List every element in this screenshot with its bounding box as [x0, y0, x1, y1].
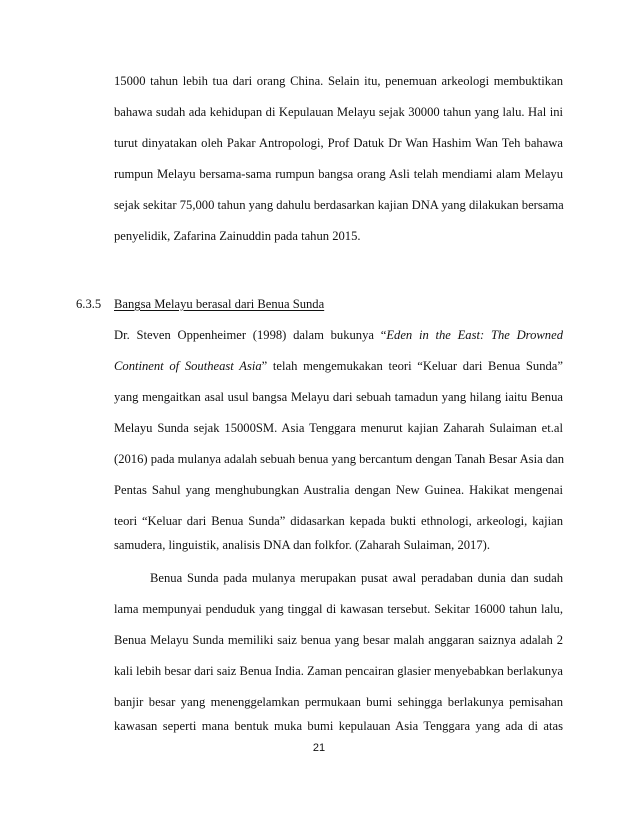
- paragraph-2-line-8: samudera, linguistik, analisis DNA dan folkfor. (Zaharah Sulaiman, 2017).: [114, 538, 490, 552]
- page-number: 21: [312, 742, 326, 754]
- paragraph-2-line-7: teori “Keluar dari Benua Sunda” didasarkan kepada bukti ethnologi, arkeologi, kajian: [114, 514, 563, 528]
- paragraph-1-line-3: turut dinyatakan oleh Pakar Antropologi, Prof Datuk Dr Wan Hashim Wan Teh bahawa: [114, 136, 563, 150]
- book-title-part-2: Continent of Southeast Asia: [114, 359, 262, 373]
- paragraph-2-line-3: yang mengaitkan asal usul bangsa Melayu dari sebuah tamadun yang hilang iaitu Benua: [114, 390, 563, 404]
- paragraph-1-line-6: penyelidik, Zafarina Zainuddin pada tahun 2015.: [114, 229, 361, 243]
- paragraph-1-line-5: sejak sekitar 75,000 tahun yang dahulu berdasarkan kajian DNA yang dilakukan bersama: [114, 198, 564, 212]
- paragraph-2-line-1: [114, 327, 563, 343]
- paragraph-2-line-6: Pentas Sahul yang menghubungkan Australia dengan New Guinea. Hakikat mengenai: [114, 483, 563, 497]
- paragraph-3-line-4: kali lebih besar dari saiz Benua India. Zaman pencairan glasier menyebabkan berlakunya: [114, 664, 563, 678]
- paragraph-2-line-1-text: Dr. Steven Oppenheimer (1998) dalam bukunya “: [114, 328, 387, 342]
- book-title-part-1: Eden in the East: The Drowned: [386, 328, 563, 342]
- paragraph-2-line-2: [114, 358, 563, 374]
- paragraph-2-line-4: Melayu Sunda sejak 15000SM. Asia Tenggara menurut kajian Zaharah Sulaiman et.al: [114, 421, 563, 435]
- paragraph-1-line-2: bahawa sudah ada kehidupan di Kepulauan Melayu sejak 30000 tahun yang lalu. Hal ini: [114, 105, 563, 119]
- section-number: 6.3.5: [76, 297, 102, 311]
- paragraph-3-line-2: lama mempunyai penduduk yang tinggal di kawasan tersebut. Sekitar 16000 tahun lalu,: [114, 602, 563, 616]
- paragraph-2-line-2-text: ” telah mengemukakan teori “Keluar dari Benua Sunda”: [261, 359, 563, 373]
- paragraph-3-line-3: Benua Melayu Sunda memiliki saiz benua yang besar malah anggaran saiznya adalah 2: [114, 633, 563, 647]
- paragraph-3-line-1: Benua Sunda pada mulanya merupakan pusat awal peradaban dunia dan sudah: [150, 571, 563, 585]
- section-title: Bangsa Melayu berasal dari Benua Sunda: [114, 297, 325, 311]
- paragraph-1-line-4: rumpun Melayu bersama-sama rumpun bangsa orang Asli telah mendiami alam Melayu: [114, 167, 563, 181]
- paragraph-2-line-5: (2016) pada mulanya adalah sebuah benua yang bercantum dengan Tanah Besar Asia dan: [114, 452, 564, 466]
- paragraph-1-line-1: 15000 tahun lebih tua dari orang China. Selain itu, penemuan arkeologi membuktikan: [114, 74, 563, 88]
- paragraph-3-line-6: kawasan seperti mana bentuk muka bumi kepulauan Asia Tenggara yang ada di atas: [114, 719, 563, 733]
- paragraph-3-line-5: banjir besar yang menenggelamkan permukaan bumi sehingga berlakunya pemisahan: [114, 695, 563, 709]
